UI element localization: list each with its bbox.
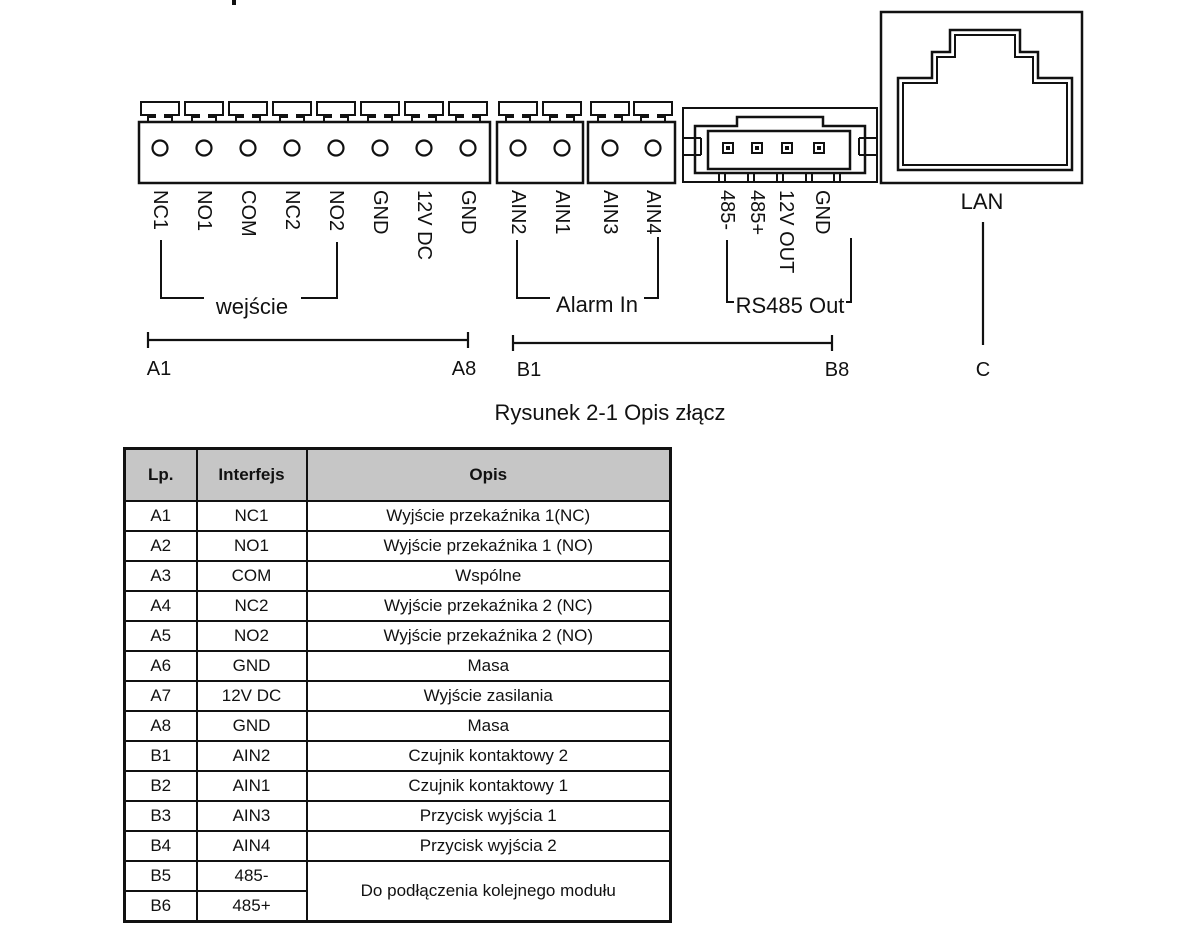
table-row <box>125 651 671 681</box>
cell-opis: Wspólne <box>307 561 671 591</box>
terminal-clamps <box>591 102 672 122</box>
cell-lp: A8 <box>125 711 197 741</box>
pin-label: NO2 <box>325 190 347 232</box>
cell-interfejs: NO1 <box>197 531 307 561</box>
cell-lp: A5 <box>125 621 197 651</box>
cell-lp: B2 <box>125 771 197 801</box>
rj45-opening-outer <box>898 30 1072 170</box>
cell-lp: B4 <box>125 831 197 861</box>
pin-label: 485- <box>716 190 738 231</box>
rs485-connector <box>683 108 877 182</box>
cell-opis: Wyjście przekaźnika 2 (NO) <box>307 621 671 651</box>
cell-opis: Wyjście przekaźnika 1(NC) <box>307 501 671 531</box>
table-row <box>125 771 671 801</box>
cell-opis: Przycisk wyjścia 1 <box>307 801 671 831</box>
col-header-interfejs: Interfejs <box>197 449 307 502</box>
cell-lp: A7 <box>125 681 197 711</box>
range-a <box>147 332 476 380</box>
pin-labels <box>149 190 833 273</box>
pin-label: NO1 <box>193 190 215 232</box>
pin-label: AIN2 <box>507 190 529 235</box>
range-a-end-label: A8 <box>451 358 477 380</box>
pin-label: GND <box>811 190 833 235</box>
alarm-in-label: Alarm In <box>556 292 638 317</box>
cell-interfejs: NO2 <box>197 621 307 651</box>
pin-label: 12V OUT <box>775 190 797 274</box>
block-b1-body <box>497 122 583 183</box>
table-row <box>125 531 671 561</box>
pin-label: NC1 <box>149 190 171 231</box>
wejscie-label: wejście <box>215 294 289 319</box>
cell-lp: A3 <box>125 561 197 591</box>
pin-label: NC2 <box>281 190 303 231</box>
rs485-out-label: RS485 Out <box>735 293 845 318</box>
cell-interfejs: 485+ <box>197 891 307 922</box>
cell-lp: A6 <box>125 651 197 681</box>
pin-label: 485+ <box>746 190 768 236</box>
table-row <box>125 681 671 711</box>
cell-opis-merged: Do podłączenia kolejnego modułu <box>307 861 671 922</box>
rs485-solder-tabs <box>719 174 840 181</box>
rj45-jack <box>881 12 1082 183</box>
pin-label: AIN1 <box>551 190 573 235</box>
cell-lp: B5 <box>125 861 197 891</box>
range-c <box>976 222 990 381</box>
block-b2-body <box>588 122 675 183</box>
header-row <box>125 449 671 502</box>
cell-interfejs: NC2 <box>197 591 307 621</box>
table-row <box>125 741 671 771</box>
range-a-start-label: A1 <box>146 358 172 380</box>
pin-label: GND <box>457 190 479 235</box>
table-row <box>125 711 671 741</box>
block-a-body <box>139 122 490 183</box>
table-row <box>125 831 671 861</box>
range-b-end-label: B8 <box>824 359 850 381</box>
range-c-label: C <box>975 359 991 381</box>
cell-opis: Czujnik kontaktowy 2 <box>307 741 671 771</box>
rj45-outer <box>881 12 1082 183</box>
pin-label: GND <box>369 190 391 235</box>
range-b <box>513 335 849 381</box>
range-b-start-label: B1 <box>516 359 542 381</box>
pin-label: AIN4 <box>642 190 664 235</box>
pin-label: COM <box>237 190 259 237</box>
pin-label: AIN3 <box>599 190 621 235</box>
cell-interfejs: GND <box>197 711 307 741</box>
cell-interfejs: AIN2 <box>197 741 307 771</box>
cell-opis: Masa <box>307 651 671 681</box>
cell-interfejs: COM <box>197 561 307 591</box>
table-row <box>125 861 671 891</box>
terminal-block-b1 <box>497 102 583 183</box>
cell-lp: A2 <box>125 531 197 561</box>
cell-opis: Przycisk wyjścia 2 <box>307 831 671 861</box>
table-row <box>125 501 671 531</box>
cell-lp: A1 <box>125 501 197 531</box>
cell-interfejs: GND <box>197 651 307 681</box>
cell-interfejs: 12V DC <box>197 681 307 711</box>
cell-interfejs: AIN3 <box>197 801 307 831</box>
cell-lp: B3 <box>125 801 197 831</box>
cell-lp: B1 <box>125 741 197 771</box>
cell-opis: Wyjście zasilania <box>307 681 671 711</box>
pin-label: 12V DC <box>413 190 435 261</box>
rj45-opening-inner <box>903 35 1067 165</box>
connector-table <box>123 447 672 923</box>
wejscie-bracket <box>161 240 337 319</box>
alarm-in-bracket <box>517 237 658 317</box>
connector-diagram <box>0 0 1200 395</box>
cell-interfejs: AIN4 <box>197 831 307 861</box>
lan-label: LAN <box>960 189 1004 214</box>
cell-opis: Masa <box>307 711 671 741</box>
cell-lp: A4 <box>125 591 197 621</box>
cell-interfejs: AIN1 <box>197 771 307 801</box>
table-row <box>125 621 671 651</box>
col-header-lp: Lp. <box>125 449 197 502</box>
cell-opis: Wyjście przekaźnika 2 (NC) <box>307 591 671 621</box>
terminal-clamps <box>499 102 581 122</box>
cell-lp: B6 <box>125 891 197 922</box>
table-row <box>125 591 671 621</box>
cell-opis: Wyjście przekaźnika 1 (NO) <box>307 531 671 561</box>
terminal-block-b2 <box>588 102 675 183</box>
col-header-opis: Opis <box>307 449 671 502</box>
cell-interfejs: NC1 <box>197 501 307 531</box>
terminal-clamps <box>141 102 487 122</box>
terminal-block-a <box>139 102 490 183</box>
figure-caption: Rysunek 2-1 Opis złącz <box>494 400 726 425</box>
table-row <box>125 561 671 591</box>
table-row <box>125 801 671 831</box>
cell-interfejs: 485- <box>197 861 307 891</box>
cell-opis: Czujnik kontaktowy 1 <box>307 771 671 801</box>
